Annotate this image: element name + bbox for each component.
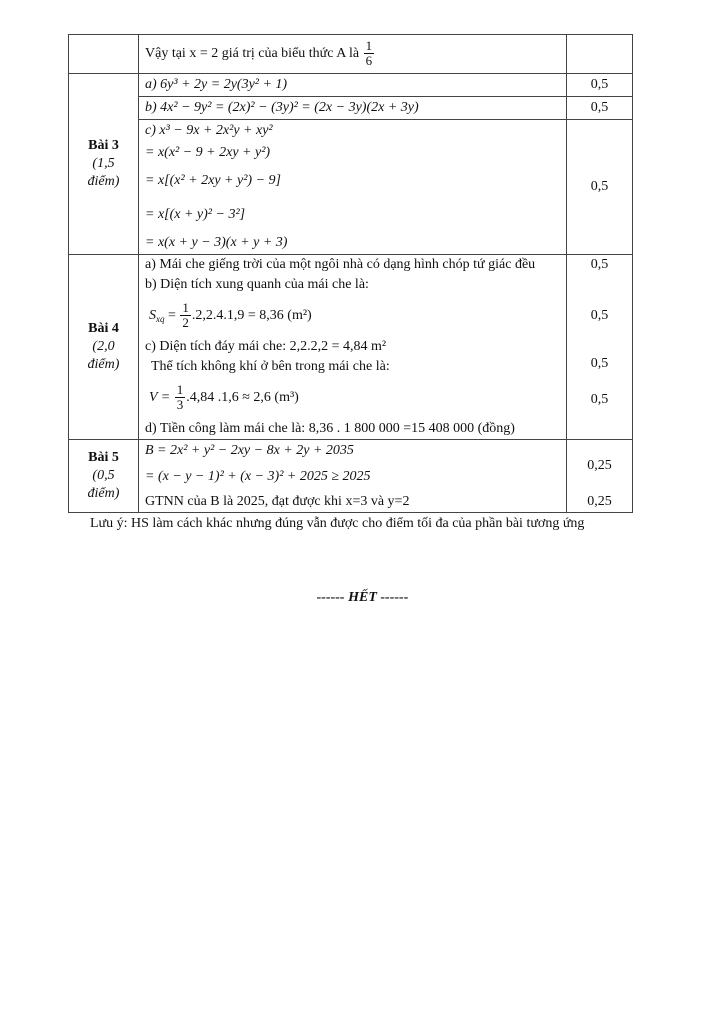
formula-symbol: V = <box>149 390 171 405</box>
bai5-score-2: 0,25 <box>587 494 612 509</box>
bai5-expression: B = 2x² + y² − 2xy − 8x + 2y + 2035 <box>145 443 354 458</box>
bai5-content-cell <box>139 440 567 513</box>
bai3-c-line-4 <box>139 198 566 232</box>
end-marker: ------ HẾT ------ <box>316 590 409 605</box>
conclusion-text: Vậy tại x = 2 giá trị của biểu thức A là <box>145 46 360 61</box>
bai3-a-row <box>69 74 633 97</box>
bai3-points: (1,5 <box>92 156 115 171</box>
bai2-conclusion-cell <box>139 35 567 74</box>
bai4-c-text: c) Diện tích đáy mái che: 2,2.2,2 = 4,84 m² <box>145 339 387 354</box>
bai4-d-text: d) Tiền công làm mái che là: 8,36 . 1 800 000 =15 408 000 (đồng) <box>145 421 515 436</box>
fraction-denominator: 3 <box>176 397 184 413</box>
bai4-c-text2: Thể tích không khí ở bên trong mái che là: <box>151 359 390 374</box>
bai5-factorization: = (x − y − 1)² + (x − 3)² + 2025 ≥ 2025 <box>145 469 371 484</box>
bai3-c-score: 0,5 <box>590 179 609 194</box>
bai4-points-unit: điểm) <box>87 357 120 372</box>
fraction-numerator: 1 <box>365 38 373 54</box>
fraction-one-third <box>175 383 186 412</box>
fraction-denominator: 6 <box>365 53 373 69</box>
bai3-b-cell <box>139 97 567 120</box>
bai4-a-score: 0,5 <box>590 257 609 272</box>
bai3-c-step: = x(x + y − 3)(x + y + 3) <box>145 235 288 250</box>
formula-rest: .4,84 .1,6 ≈ 2,6 (m³) <box>186 390 299 405</box>
answer-table <box>68 34 633 513</box>
bai3-c-line-3 <box>139 164 566 198</box>
bai3-b-expression: 4x² − 9y² = (2x)² − (3y)² = (2x − 3y)(2x + 3y) <box>160 100 419 115</box>
formula-subscript: xq <box>156 314 165 324</box>
bai3-b-line <box>139 97 566 119</box>
bai3-c-step: = x(x² − 9 + 2xy + y²) <box>145 145 271 160</box>
formula-rest: .2,2.4.1,9 = 8,36 (m²) <box>191 308 312 323</box>
bai3-a-score-cell <box>567 74 633 97</box>
bai4-row <box>69 255 633 440</box>
bai4-d-score: 0,5 <box>590 392 609 407</box>
bai4-content-cell <box>139 255 567 440</box>
bai5-row <box>69 440 633 513</box>
grading-note: Lưu ý: HS làm cách khác nhưng đúng vẫn được cho điểm tối đa của phần bài tương ứng <box>90 516 585 531</box>
bai4-score-cell <box>567 255 633 440</box>
bai5-score-1: 0,25 <box>587 458 612 473</box>
bai3-a-score: 0,5 <box>590 77 609 92</box>
bai5-score-cell <box>567 440 633 513</box>
bai3-c-step: = x[(x² + 2xy + y²) − 9] <box>145 173 281 188</box>
bai4-a-text: a) Mái che giếng trời của một ngôi nhà có dạng hình chóp tứ giác đều <box>145 257 536 272</box>
bai3-c-step: = x[(x + y)² − 3²] <box>145 207 246 222</box>
bai3-b-row <box>69 97 633 120</box>
fraction-one-half <box>180 301 191 330</box>
bai3-b-score-cell <box>567 97 633 120</box>
bai5-label-cell <box>69 440 139 513</box>
part-label: b) <box>145 100 157 115</box>
bai3-a-expression: 6y³ + 2y = 2y(3y² + 1) <box>160 77 288 92</box>
bai5-line-2 <box>139 462 566 492</box>
fraction-denominator: 2 <box>182 315 189 331</box>
empty-score-cell <box>567 35 633 74</box>
part-label: a) <box>145 77 157 92</box>
bai4-label-cell <box>69 255 139 440</box>
bai3-c-line-5 <box>139 232 566 254</box>
bai3-c-line-1 <box>139 120 566 142</box>
bai4-b-score: 0,5 <box>590 308 609 323</box>
bai3-c-row <box>69 120 633 255</box>
bai3-a-cell <box>139 74 567 97</box>
bai4-c-formula <box>139 377 566 419</box>
fraction-numerator: 1 <box>182 300 189 316</box>
bai2-tail-row <box>69 35 633 74</box>
bai3-title: Bài 3 <box>88 138 119 153</box>
bai4-title: Bài 4 <box>88 321 119 336</box>
bai4-b-text: b) Diện tích xung quanh của mái che là: <box>145 277 369 292</box>
formula-symbol: S <box>149 308 156 323</box>
empty-label-cell <box>69 35 139 74</box>
bai4-c-score: 0,5 <box>590 356 609 371</box>
bai3-points-unit: điểm) <box>87 174 120 189</box>
bai2-conclusion <box>139 35 566 73</box>
bai5-conclusion: GTNN của B là 2025, đạt được khi x=3 và y=2 <box>145 494 410 509</box>
bai5-line-1 <box>139 440 566 462</box>
bai3-c-cell <box>139 120 567 255</box>
bai4-b-formula: $S_{xq}$ = $\frac{1}{2}$ .2,2.4.1,9 = 8,36 (m²) <box>149 300 312 331</box>
fraction-numerator: 1 <box>176 382 184 398</box>
bai5-title: Bài 5 <box>88 450 119 465</box>
bai3-label-cell <box>69 74 139 255</box>
bai5-points: (0,5 <box>92 468 115 483</box>
bai3-c-expression: x³ − 9x + 2x²y + xy² <box>159 123 273 138</box>
bai4-points: (2,0 <box>92 339 115 354</box>
bai5-points-unit: điểm) <box>87 486 120 501</box>
part-label: c) <box>145 123 156 138</box>
bai3-c-line-2 <box>139 142 566 164</box>
bai3-b-score: 0,5 <box>590 100 609 115</box>
bai3-a-line <box>139 74 566 96</box>
fraction-one-sixth <box>364 39 375 68</box>
bai3-c-score-cell <box>567 120 633 255</box>
